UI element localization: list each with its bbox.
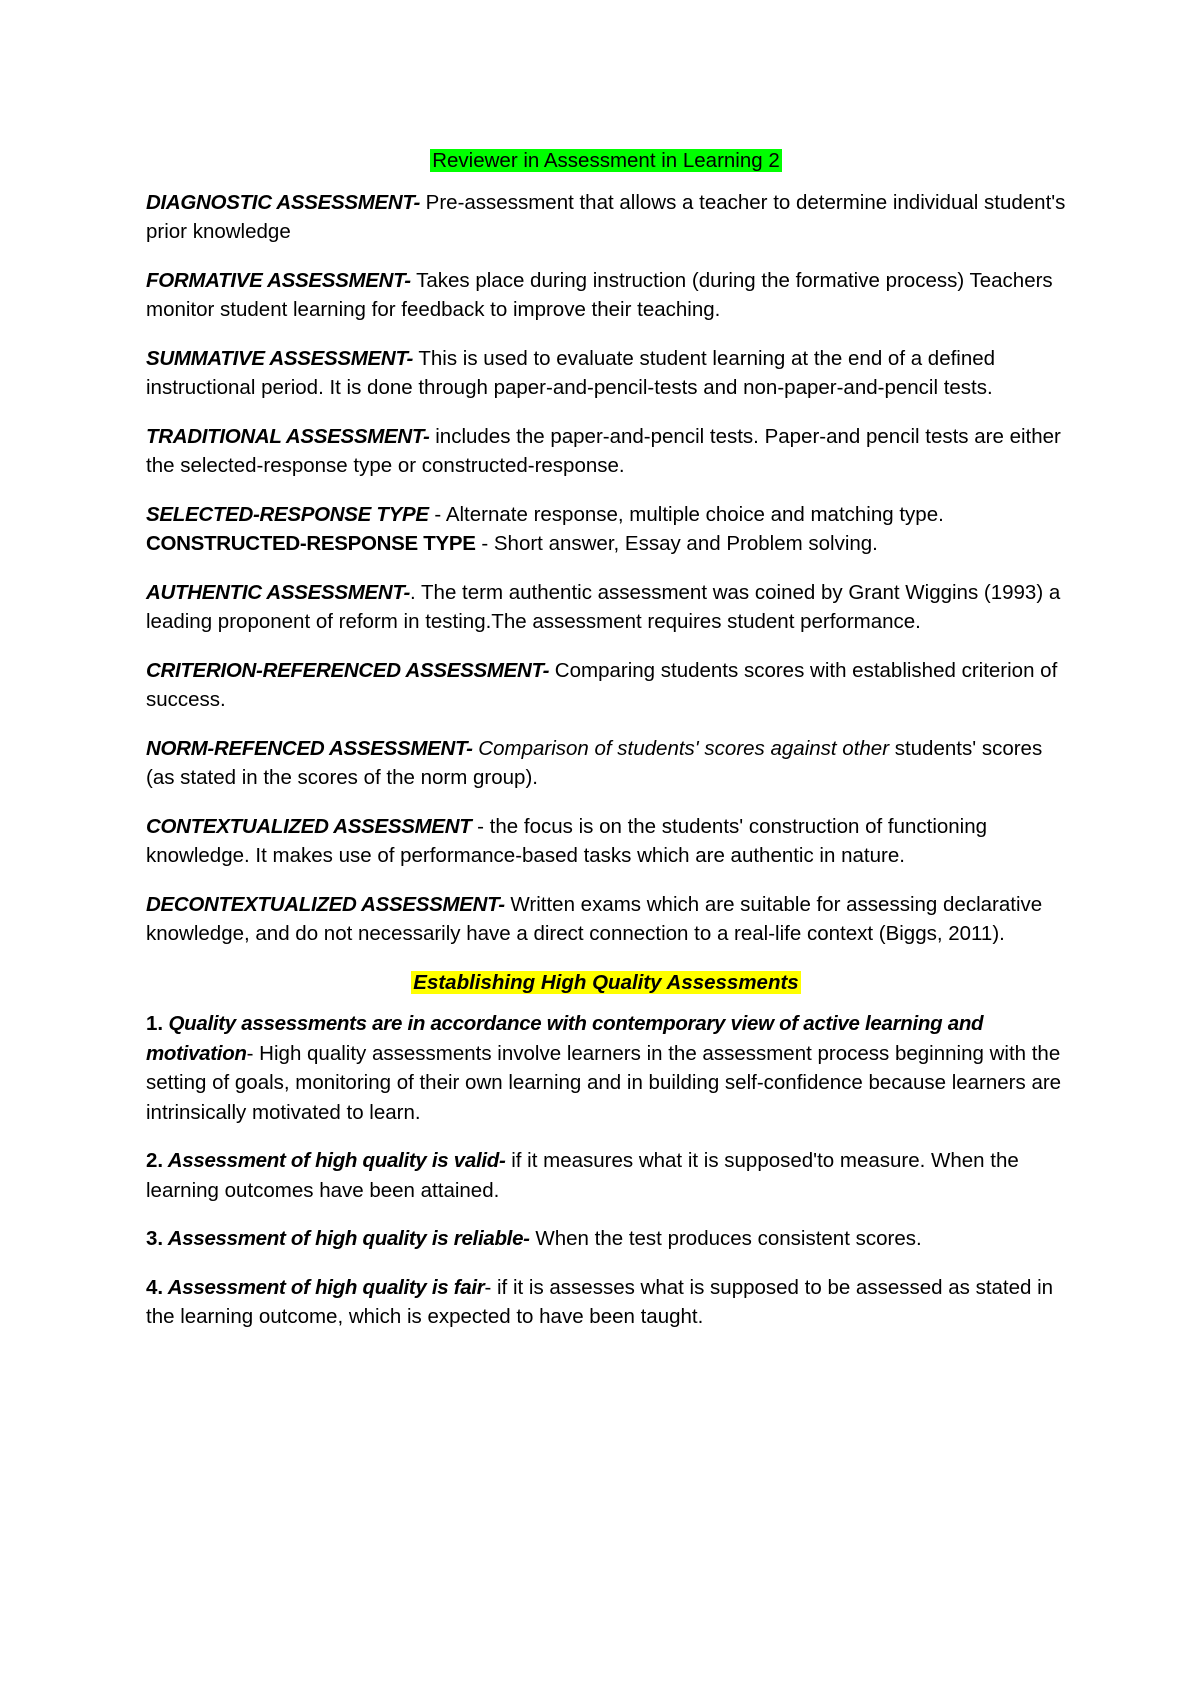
definition-italic-text: Comparison of students' scores against other (472, 736, 890, 760)
quality-item-number: 3. (146, 1227, 164, 1250)
definition-text: . The term authentic assessment was coined by Grant Wiggins (1993) a leading proponent of reform in testing.The assessment requires student performance. (146, 580, 1061, 633)
quality-item (146, 1224, 1066, 1254)
definition-text: - the focus is on the students' construction of functioning knowledge. It makes use of performance-based tasks which are authentic in nature. (146, 814, 988, 867)
definition-text: - Short answer, Essay and Problem solving. (475, 532, 878, 555)
definition-constructed-response (146, 529, 1066, 559)
definition-text: includes the paper-and-pencil tests. Paper-and pencil tests are either the selected-response type or constructed-response. (146, 424, 1061, 477)
definition-text: This is used to evaluate student learning at the end of a defined instructional period. It is done through paper-and-pencil-tests and non-paper-and-pencil tests. (146, 346, 996, 399)
definition-contextualized (146, 812, 1066, 871)
quality-item (146, 1009, 1066, 1127)
section-title-row (146, 968, 1066, 998)
definition-term: NORM-REFENCED ASSESSMENT- (146, 736, 473, 760)
definition-selected-response (146, 500, 1066, 530)
definition-text: - Alternate response, multiple choice and matching type. (428, 502, 944, 526)
section-title: Establishing High Quality Assessments (413, 970, 799, 994)
quality-item-number: 4. (146, 1275, 164, 1299)
definition-term: CONTEXTUALIZED ASSESSMENT (146, 814, 472, 838)
definition-formative (146, 266, 1066, 325)
definition-term: CRITERION-REFERENCED ASSESSMENT- (146, 658, 550, 682)
definition-term: SELECTED-RESPONSE TYPE (146, 502, 429, 526)
definition-term: SUMMATIVE ASSESSMENT- (146, 346, 414, 370)
definition-authentic (146, 578, 1066, 637)
quality-item (146, 1146, 1066, 1205)
document-title: Reviewer in Assessment in Learning 2 (432, 149, 780, 172)
definition-text: Takes place during instruction (during the formative process) Teachers monitor student learning for feedback to improve their teaching. (146, 268, 1053, 321)
definition-text: Comparing students scores with established criterion of success. (146, 658, 1058, 711)
quality-item-number: 1. (146, 1012, 164, 1035)
definition-text: Pre-assessment that allows a teacher to determine individual student's prior knowledge (146, 190, 1066, 243)
definition-text: students' scores (as stated in the scores of the norm group). (146, 736, 1043, 789)
quality-item-text: When the test produces consistent scores. (529, 1227, 922, 1250)
definition-term: TRADITIONAL ASSESSMENT- (146, 424, 430, 448)
definition-criterion-referenced (146, 656, 1066, 715)
quality-item-heading: Assessment of high quality is valid- (163, 1149, 506, 1172)
quality-item-text: - High quality assessments involve learners in the assessment process beginning with the setting of goals, monitoring of their own learning and in building self-confidence because learners are intrinsically motivated to learn. (146, 1041, 1062, 1124)
quality-item (146, 1273, 1066, 1332)
quality-item-number: 2. (146, 1149, 164, 1172)
definition-text: Written exams which are suitable for assessing declarative knowledge, and do not necessarily have a direct connection to a real-life context (Biggs, 2011). (146, 892, 1043, 945)
quality-item-text: if it measures what it is supposed'to measure. When the learning outcomes have been attained. (146, 1149, 1019, 1202)
definition-term: FORMATIVE ASSESSMENT- (146, 268, 411, 292)
definition-term: DECONTEXTUALIZED ASSESSMENT- (146, 892, 505, 916)
definition-term: CONSTRUCTED-RESPONSE TYPE (146, 532, 476, 555)
title-row (146, 146, 1066, 176)
definition-term: DIAGNOSTIC ASSESSMENT- (146, 190, 420, 214)
quality-item-text: - if it is assesses what is supposed to be assessed as stated in the learning outcome, which is expected to have been taught. (146, 1275, 1054, 1328)
definition-decontextualized (146, 890, 1066, 949)
document-page (146, 146, 1066, 1351)
quality-item-heading: Assessment of high quality is fair (163, 1275, 485, 1299)
definition-summative (146, 344, 1066, 403)
quality-item-heading: Assessment of high quality is reliable- (163, 1227, 530, 1250)
definition-norm-referenced (146, 734, 1066, 793)
definition-traditional (146, 422, 1066, 481)
quality-item-heading: Quality assessments are in accordance with contemporary view of active learning and motivation (146, 1012, 984, 1065)
definition-diagnostic (146, 188, 1066, 247)
definition-term: AUTHENTIC ASSESSMENT- (146, 580, 411, 604)
